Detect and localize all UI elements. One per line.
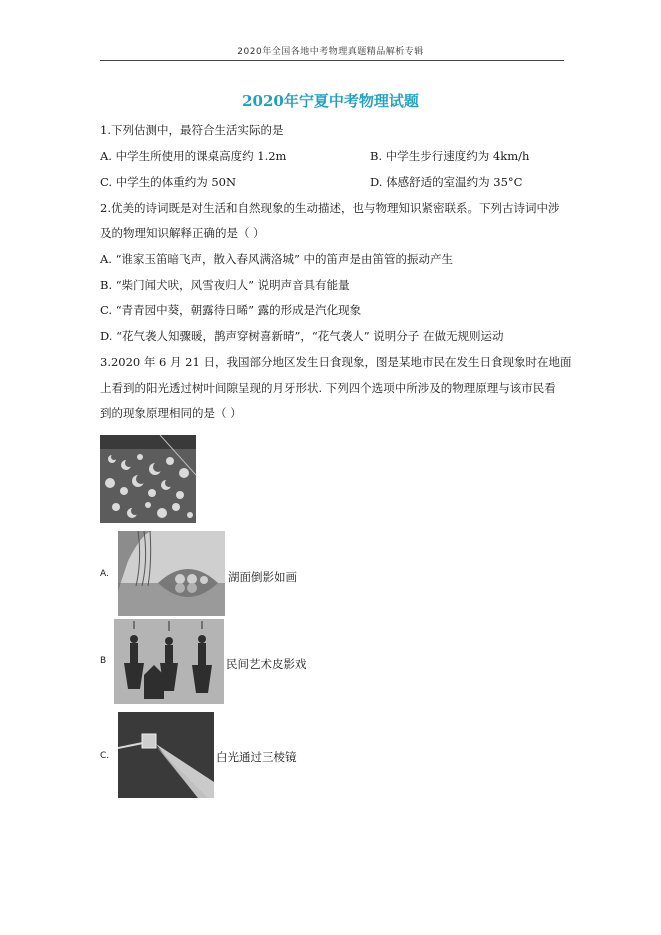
question-2-option-d: D. “花气袭人知骤暖，鹊声穿树喜新晴”，“花气袭人” 说明分子 在做无规则运动 bbox=[100, 329, 504, 343]
question-3-option-b-caption: 民间艺术皮影戏 bbox=[226, 657, 307, 671]
question-1-stem: 1.下列估测中，最符合生活实际的是 bbox=[100, 123, 284, 137]
question-3-option-b-label: B bbox=[100, 656, 107, 666]
question-3-stem-line2: 上看到的阳光透过树叶间隙呈现的月牙形状. 下列四个选项中所涉及的物理原理与该市民看 bbox=[100, 381, 556, 395]
header-divider bbox=[100, 60, 564, 61]
document-title: 2020年宁夏中考物理试题 bbox=[242, 92, 419, 110]
question-2-option-b: B. “柴门闻犬吠，风雪夜归人” 说明声音具有能量 bbox=[100, 278, 350, 292]
question-2-option-a: A. “谁家玉笛暗飞声，散入春风满洛城” 中的笛声是由笛管的振动产生 bbox=[100, 252, 454, 266]
question-3-stem-line1: 3.2020 年 6 月 21 日，我国部分地区发生日食现象，图是某地市民在发生日食现象时在地面 bbox=[100, 355, 572, 369]
question-2-stem-line1: 2.优美的诗词既是对生活和自然现象的生动描述，也与物理知识紧密联系。下列古诗词中涉 bbox=[100, 201, 560, 215]
prism-dispersion-photo bbox=[118, 712, 214, 798]
question-3-option-a-label: A. bbox=[100, 569, 109, 579]
question-1-option-b: B. 中学生步行速度约为 4km/h bbox=[370, 149, 530, 163]
solar-eclipse-leaf-shadow-photo bbox=[100, 435, 196, 523]
page-header: 2020年全国各地中考物理真题精品解析专辑 bbox=[237, 47, 424, 57]
question-1-option-a: A. 中学生所使用的课桌高度约 1.2m bbox=[100, 149, 287, 163]
question-3-option-a-caption: 湖面倒影如画 bbox=[228, 570, 297, 584]
question-1-option-d: D. 体感舒适的室温约为 35°C bbox=[370, 175, 523, 189]
shadow-puppet-photo bbox=[114, 619, 224, 704]
question-3-option-c-caption: 白光通过三棱镜 bbox=[216, 750, 297, 764]
question-3-option-c-label: C. bbox=[100, 751, 110, 761]
question-2-stem-line2: 及的物理知识解释正确的是（ ） bbox=[100, 226, 265, 240]
lake-reflection-photo bbox=[118, 531, 225, 616]
question-3-stem-line3: 到的现象原理相同的是（ ） bbox=[100, 406, 242, 420]
question-1-option-c: C. 中学生的体重约为 50N bbox=[100, 175, 237, 189]
question-2-option-c: C. “青青园中葵，朝露待日晞” 露的形成是汽化现象 bbox=[100, 303, 362, 317]
